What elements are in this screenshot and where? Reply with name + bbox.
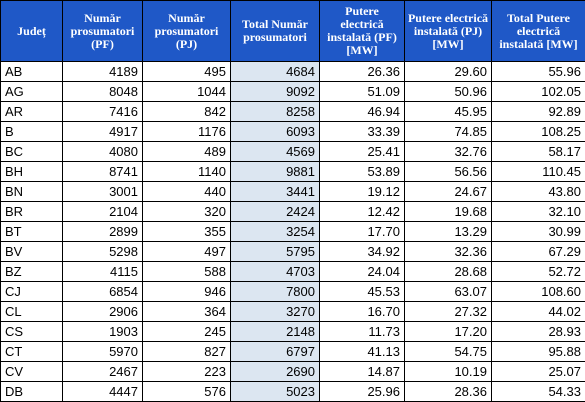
cell-power-total: 54.33 [492,382,585,402]
cell-county: AB [1,62,63,82]
cell-power-pf: 46.94 [320,102,405,122]
cell-power-pf: 33.39 [320,122,405,142]
cell-power-pf: 16.70 [320,302,405,322]
cell-power-pf: 12.42 [320,202,405,222]
cell-prosumers-pf: 8048 [63,82,143,102]
table-row [1,262,585,282]
cell-power-total: 28.93 [492,322,585,342]
cell-prosumers-pf: 8741 [63,162,143,182]
table-row [1,342,585,362]
cell-prosumers-pj: 364 [143,302,231,322]
cell-power-pj: 54.75 [405,342,492,362]
cell-power-pf: 14.87 [320,362,405,382]
table-row [1,82,585,102]
cell-power-total: 58.17 [492,142,585,162]
cell-prosumers-pj: 489 [143,142,231,162]
cell-power-total: 43.80 [492,182,585,202]
cell-prosumers-pf: 2906 [63,302,143,322]
header-power-pf: Putere electrică instalată (PF) [MW] [320,1,405,62]
header-county: Județ [1,1,63,62]
cell-prosumers-total: 3254 [231,222,320,242]
cell-county: DB [1,382,63,402]
cell-county: CT [1,342,63,362]
cell-prosumers-total: 5795 [231,242,320,262]
cell-power-total: 95.88 [492,342,585,362]
cell-prosumers-total: 4684 [231,62,320,82]
cell-power-total: 110.45 [492,162,585,182]
table-row [1,142,585,162]
cell-prosumers-total: 6797 [231,342,320,362]
cell-prosumers-total: 7800 [231,282,320,302]
cell-county: CV [1,362,63,382]
cell-prosumers-total: 9092 [231,82,320,102]
cell-prosumers-total: 4703 [231,262,320,282]
cell-prosumers-pj: 588 [143,262,231,282]
header-prosumers-total: Total Număr prosumatori [231,1,320,62]
cell-power-pf: 51.09 [320,82,405,102]
table-row [1,242,585,262]
cell-power-pj: 19.68 [405,202,492,222]
cell-power-total: 25.07 [492,362,585,382]
cell-power-pf: 45.53 [320,282,405,302]
cell-prosumers-total: 5023 [231,382,320,402]
table-row [1,182,585,202]
cell-power-pf: 25.96 [320,382,405,402]
cell-prosumers-pj: 245 [143,322,231,342]
table-row [1,162,585,182]
cell-prosumers-pj: 842 [143,102,231,122]
cell-power-pj: 63.07 [405,282,492,302]
cell-power-pj: 28.36 [405,382,492,402]
cell-prosumers-pf: 2899 [63,222,143,242]
cell-prosumers-total: 2424 [231,202,320,222]
cell-county: BZ [1,262,63,282]
cell-prosumers-total: 3441 [231,182,320,202]
cell-prosumers-pf: 4447 [63,382,143,402]
cell-power-pf: 53.89 [320,162,405,182]
cell-county: BC [1,142,63,162]
cell-county: BV [1,242,63,262]
cell-power-pj: 24.67 [405,182,492,202]
cell-prosumers-pf: 6854 [63,282,143,302]
cell-power-pf: 41.13 [320,342,405,362]
cell-power-total: 52.72 [492,262,585,282]
header-prosumers-pf: Număr prosumatori (PF) [63,1,143,62]
header-power-pj: Putere electrică instalată (PJ) [MW] [405,1,492,62]
cell-prosumers-pj: 1176 [143,122,231,142]
cell-prosumers-pj: 320 [143,202,231,222]
cell-county: BT [1,222,63,242]
cell-county: BH [1,162,63,182]
cell-prosumers-pj: 440 [143,182,231,202]
cell-county: CL [1,302,63,322]
table-row [1,282,585,302]
cell-power-pf: 17.70 [320,222,405,242]
cell-prosumers-total: 4569 [231,142,320,162]
table-row [1,362,585,382]
cell-power-pj: 32.76 [405,142,492,162]
cell-prosumers-pj: 827 [143,342,231,362]
table-row [1,302,585,322]
cell-power-pf: 24.04 [320,262,405,282]
cell-prosumers-pj: 223 [143,362,231,382]
cell-power-total: 32.10 [492,202,585,222]
cell-power-total: 67.29 [492,242,585,262]
cell-prosumers-pj: 576 [143,382,231,402]
cell-county: AR [1,102,63,122]
cell-prosumers-pj: 495 [143,62,231,82]
cell-county: B [1,122,63,142]
cell-prosumers-pf: 2104 [63,202,143,222]
cell-power-pj: 50.96 [405,82,492,102]
cell-power-total: 44.02 [492,302,585,322]
cell-power-pf: 19.12 [320,182,405,202]
cell-county: CS [1,322,63,342]
cell-prosumers-pf: 2467 [63,362,143,382]
cell-power-pf: 25.41 [320,142,405,162]
cell-prosumers-total: 6093 [231,122,320,142]
table-row [1,222,585,242]
cell-power-pj: 13.29 [405,222,492,242]
cell-power-pj: 32.36 [405,242,492,262]
cell-power-total: 108.25 [492,122,585,142]
cell-power-pj: 29.60 [405,62,492,82]
cell-prosumers-total: 3270 [231,302,320,322]
cell-power-pj: 27.32 [405,302,492,322]
table-row [1,322,585,342]
cell-county: BR [1,202,63,222]
cell-prosumers-pf: 4917 [63,122,143,142]
header-prosumers-pj: Număr prosumatori (PJ) [143,1,231,62]
cell-power-pf: 34.92 [320,242,405,262]
cell-power-pj: 56.56 [405,162,492,182]
cell-prosumers-pf: 7416 [63,102,143,122]
cell-power-total: 108.60 [492,282,585,302]
cell-prosumers-total: 9881 [231,162,320,182]
cell-prosumers-pf: 4189 [63,62,143,82]
cell-prosumers-pj: 355 [143,222,231,242]
table-row [1,122,585,142]
cell-county: CJ [1,282,63,302]
table-row [1,62,585,82]
cell-prosumers-pf: 5970 [63,342,143,362]
cell-power-pf: 26.36 [320,62,405,82]
cell-power-pj: 17.20 [405,322,492,342]
cell-prosumers-pf: 5298 [63,242,143,262]
cell-power-total: 30.99 [492,222,585,242]
cell-prosumers-pf: 4080 [63,142,143,162]
cell-prosumers-pf: 1903 [63,322,143,342]
cell-power-pj: 45.95 [405,102,492,122]
cell-prosumers-total: 2690 [231,362,320,382]
cell-power-total: 55.96 [492,62,585,82]
cell-power-total: 92.89 [492,102,585,122]
cell-county: AG [1,82,63,102]
cell-prosumers-pf: 3001 [63,182,143,202]
cell-prosumers-total: 8258 [231,102,320,122]
cell-power-total: 102.05 [492,82,585,102]
table-row [1,382,585,402]
table-row [1,102,585,122]
cell-prosumers-pj: 1140 [143,162,231,182]
cell-county: BN [1,182,63,202]
header-power-total: Total Putere electrică instalată [MW] [492,1,585,62]
cell-power-pj: 74.85 [405,122,492,142]
cell-power-pj: 10.19 [405,362,492,382]
cell-power-pf: 11.73 [320,322,405,342]
header-row [1,1,585,62]
table-row [1,202,585,222]
cell-prosumers-pf: 4115 [63,262,143,282]
cell-prosumers-total: 2148 [231,322,320,342]
cell-prosumers-pj: 1044 [143,82,231,102]
cell-prosumers-pj: 946 [143,282,231,302]
cell-power-pj: 28.68 [405,262,492,282]
cell-prosumers-pj: 497 [143,242,231,262]
